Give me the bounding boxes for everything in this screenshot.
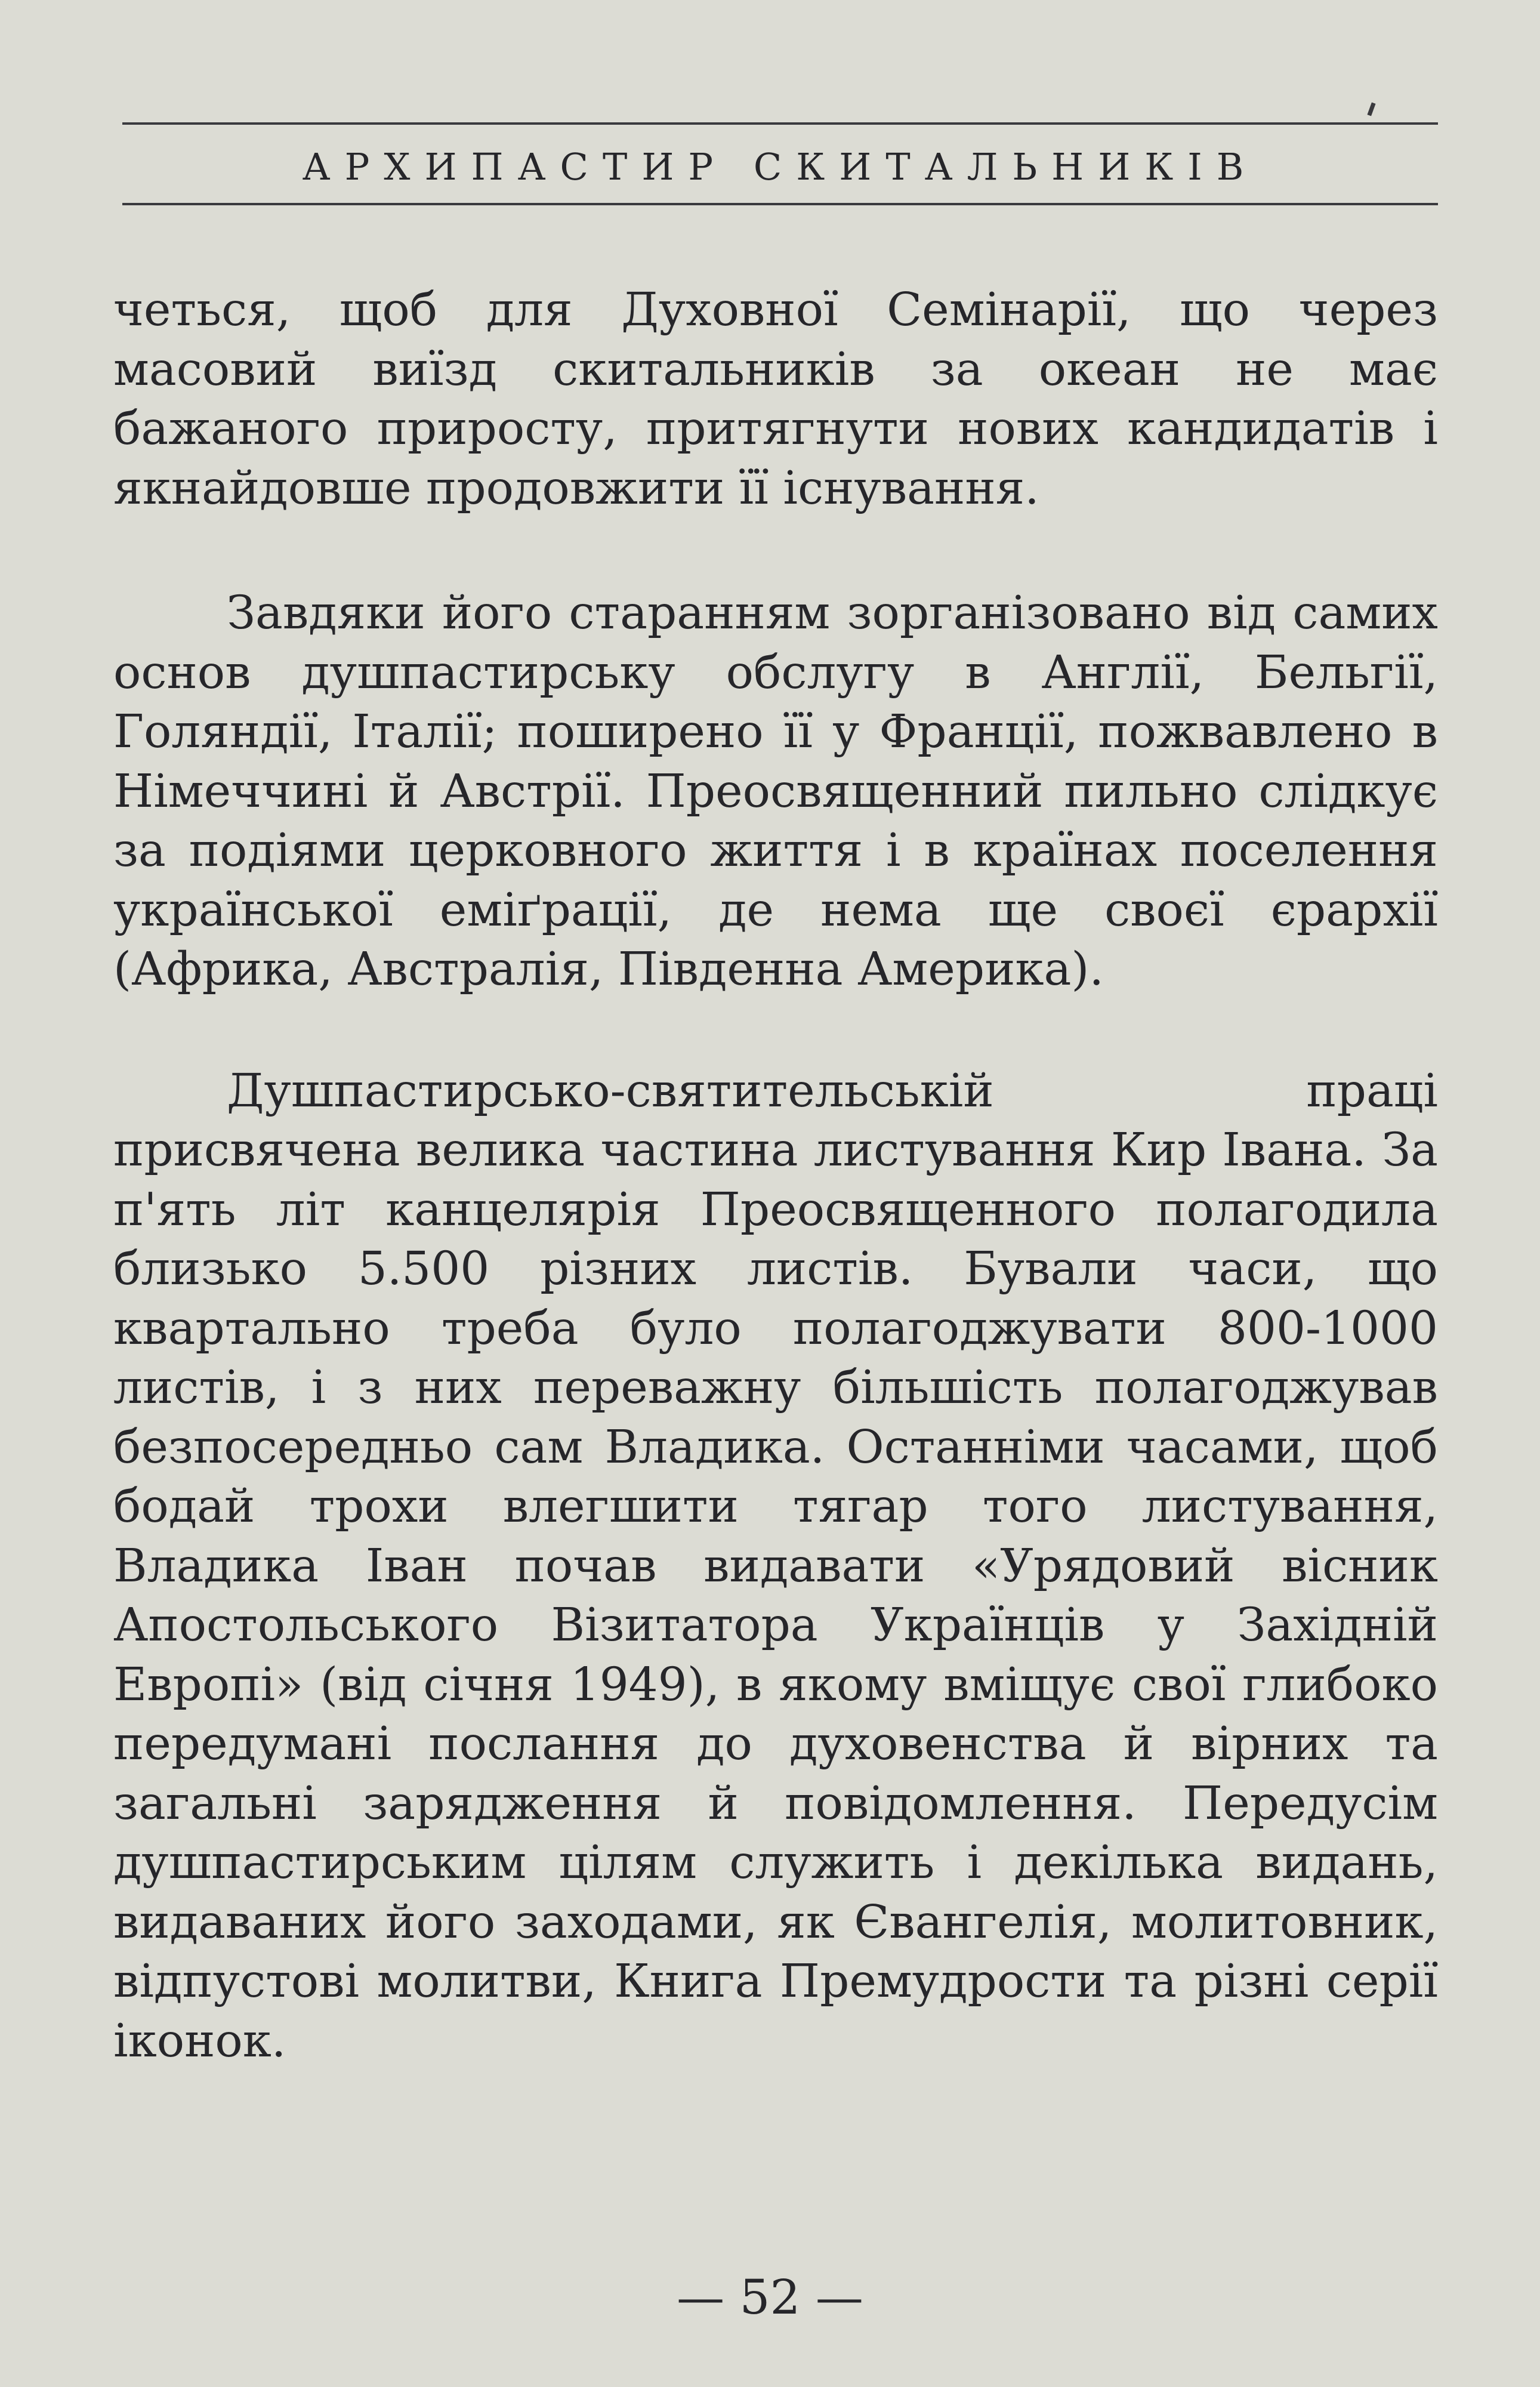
paragraph-pastoral-care: Завдяки його старанням зорганізовано від самих основ душпастирську обслугу в Англії, Бельгії, Голяндії, Італії; поширено її у Франції, пожвавлено в Німеччині й Австрії. Преосвященний пильно слідкує за подіями церковного життя і в країнах поселення української еміґрації, де нема ще своєї єрархії (Африка, Австралія, Південна Америка).	[113, 587, 1438, 996]
print-speck	[1367, 102, 1375, 116]
paragraph-correspondence: Душпастирсько-святительській праці присвячена велика частина листування Кир Івана. За п'ять літ канцелярія Преосвященного полагодила близько 5.500 різних листів. Бували часи, що квартально треба було полагоджувати 800-1000 листів, і з них переважну більшість полагоджував безпосередньо сам Владика. Останніми часами, щоб бодай трохи влегшити тягар того листування, Владика Іван почав видавати «Урядовий вісник Апостольського Візитатора Українців у Західній Европі» (від січня 1949), в якому вміщує свої глибоко передумані послання до духовенства й вірних та загальні зарядження й повідомлення. Передусім душпастирським цілям служить і декілька видань, видаваних його заходами, як Євангелія, молитовник, відпустові молитви, Книга Премудрости та різні серії іконок.	[113, 1064, 1438, 2068]
running-title: АРХИПАСТИР СКИТАЛЬНИКІВ	[302, 145, 1258, 189]
paragraph-continuation: четься, щоб для Духовної Семінарії, що через масовий виїзд скитальників за океан не має бажаного приросту, притягнути нових кандидатів і якнайдовше продовжити її існування.	[113, 283, 1438, 515]
page-number: — 52 —	[677, 2269, 863, 2325]
body-text	[113, 280, 1438, 2071]
header-rule-top	[122, 122, 1438, 125]
header-rule-bottom	[122, 203, 1438, 205]
